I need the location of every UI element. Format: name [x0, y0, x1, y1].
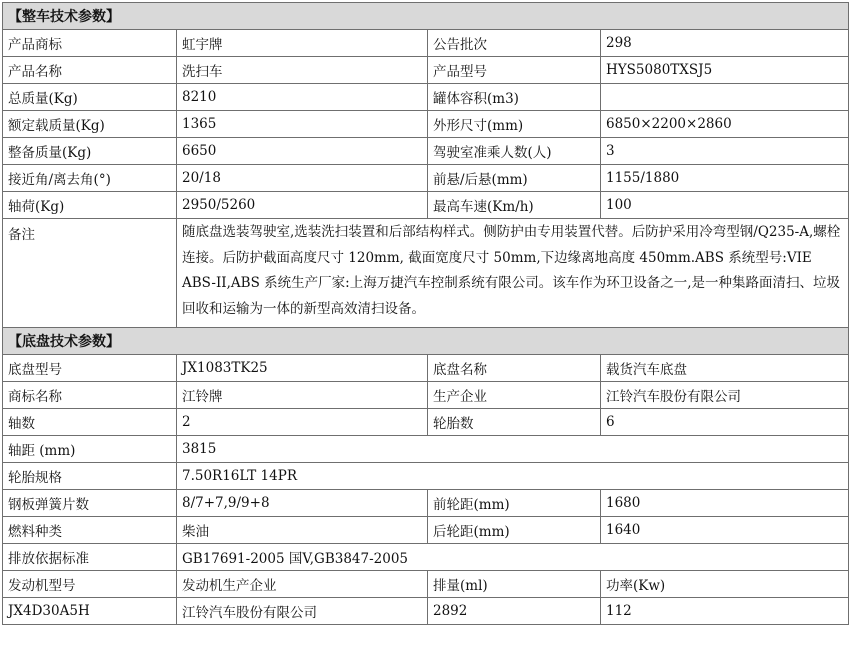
field-value: JX4D30A5H: [3, 598, 177, 625]
field-value: 7.50R16LT 14PR: [177, 463, 849, 490]
field-label: 前轮距(mm): [428, 490, 601, 517]
section-title: 【底盘技术参数】: [3, 328, 849, 355]
field-label: 轴荷(Kg): [3, 192, 177, 219]
field-value: 江铃汽车股份有限公司: [601, 382, 849, 409]
field-label: 外形尺寸(mm): [428, 111, 601, 138]
table-row: [3, 30, 849, 57]
field-value: 8210: [177, 84, 428, 111]
field-label: 接近角/离去角(°): [3, 165, 177, 192]
table-row: [3, 84, 849, 111]
table-row: [3, 409, 849, 436]
table-row: [3, 192, 849, 219]
field-value: 3815: [177, 436, 849, 463]
field-value: 100: [601, 192, 849, 219]
field-value: 2: [177, 409, 428, 436]
field-label: 排放依据标准: [3, 544, 177, 571]
table-row: [3, 165, 849, 192]
table-row: [3, 355, 849, 382]
field-value: 298: [601, 30, 849, 57]
field-label: 生产企业: [428, 382, 601, 409]
field-label: 轴数: [3, 409, 177, 436]
field-label: 轮胎数: [428, 409, 601, 436]
field-value: 2892: [428, 598, 601, 625]
column-header: 功率(Kw): [601, 571, 849, 598]
field-label: 轴距 (mm): [3, 436, 177, 463]
field-label: 驾驶室准乘人数(人): [428, 138, 601, 165]
field-value: HYS5080TXSJ5: [601, 57, 849, 84]
field-label: 前悬/后悬(mm): [428, 165, 601, 192]
table-row: [3, 382, 849, 409]
spec-table: [2, 2, 849, 625]
field-value: 虹宇牌: [177, 30, 428, 57]
field-value: 洗扫车: [177, 57, 428, 84]
field-label: 整备质量(Kg): [3, 138, 177, 165]
field-label: 公告批次: [428, 30, 601, 57]
field-value: 112: [601, 598, 849, 625]
table-row: [3, 490, 849, 517]
field-value: 6850×2200×2860: [601, 111, 849, 138]
field-value: 1155/1880: [601, 165, 849, 192]
table-row: [3, 598, 849, 625]
field-value: 1680: [601, 490, 849, 517]
field-value: GB17691-2005 国V,GB3847-2005: [177, 544, 849, 571]
column-header: 发动机生产企业: [177, 571, 428, 598]
table-row: [3, 436, 849, 463]
table-row: [3, 138, 849, 165]
field-value: 6650: [177, 138, 428, 165]
field-label: 罐体容积(m3): [428, 84, 601, 111]
field-value: 载货汽车底盘: [601, 355, 849, 382]
field-label: 钢板弹簧片数: [3, 490, 177, 517]
field-value: 2950/5260: [177, 192, 428, 219]
table-row: [3, 517, 849, 544]
field-label: 商标名称: [3, 382, 177, 409]
field-label: 总质量(Kg): [3, 84, 177, 111]
field-label: 燃料种类: [3, 517, 177, 544]
field-label: 底盘型号: [3, 355, 177, 382]
field-value: 3: [601, 138, 849, 165]
engine-header-row: [3, 571, 849, 598]
field-label: 最高车速(Km/h): [428, 192, 601, 219]
field-label: 额定载质量(Kg): [3, 111, 177, 138]
field-value: 20/18: [177, 165, 428, 192]
field-value: 江铃汽车股份有限公司: [177, 598, 428, 625]
table-row: [3, 463, 849, 490]
field-value: 6: [601, 409, 849, 436]
field-label: 底盘名称: [428, 355, 601, 382]
table-row: [3, 57, 849, 84]
remark-row: [3, 219, 849, 328]
section-title: 【整车技术参数】: [3, 3, 849, 30]
field-label: 后轮距(mm): [428, 517, 601, 544]
remark-text: 随底盘选装驾驶室,选装洗扫装置和后部结构样式。侧防护由专用装置代替。后防护采用冷弯型钢/Q235-A,螺栓连接。后防护截面高度尺寸 120mm, 截面宽度尺寸 50mm,下边缘离地高度 450mm.ABS 系统型号:VIE ABS-II,ABS 系统生产厂家:上海万捷汽车控制系统有限公司。该车作为环卫设备之一,是一种集路面清扫、垃圾回收和运输为一体的新型高效清扫设备。: [177, 219, 849, 328]
field-label: 产品商标: [3, 30, 177, 57]
field-label: 轮胎规格: [3, 463, 177, 490]
field-value: 1365: [177, 111, 428, 138]
field-value: 8/7+7,9/9+8: [177, 490, 428, 517]
column-header: 排量(ml): [428, 571, 601, 598]
table-row: [3, 544, 849, 571]
field-value: 柴油: [177, 517, 428, 544]
field-value: JX1083TK25: [177, 355, 428, 382]
vehicle-section-header: [3, 3, 849, 30]
table-row: [3, 111, 849, 138]
column-header: 发动机型号: [3, 571, 177, 598]
field-label: 产品型号: [428, 57, 601, 84]
field-value: [601, 84, 849, 111]
remark-label: 备注: [3, 219, 177, 328]
field-value: 1640: [601, 517, 849, 544]
chassis-section-header: [3, 328, 849, 355]
field-label: 产品名称: [3, 57, 177, 84]
field-value: 江铃牌: [177, 382, 428, 409]
